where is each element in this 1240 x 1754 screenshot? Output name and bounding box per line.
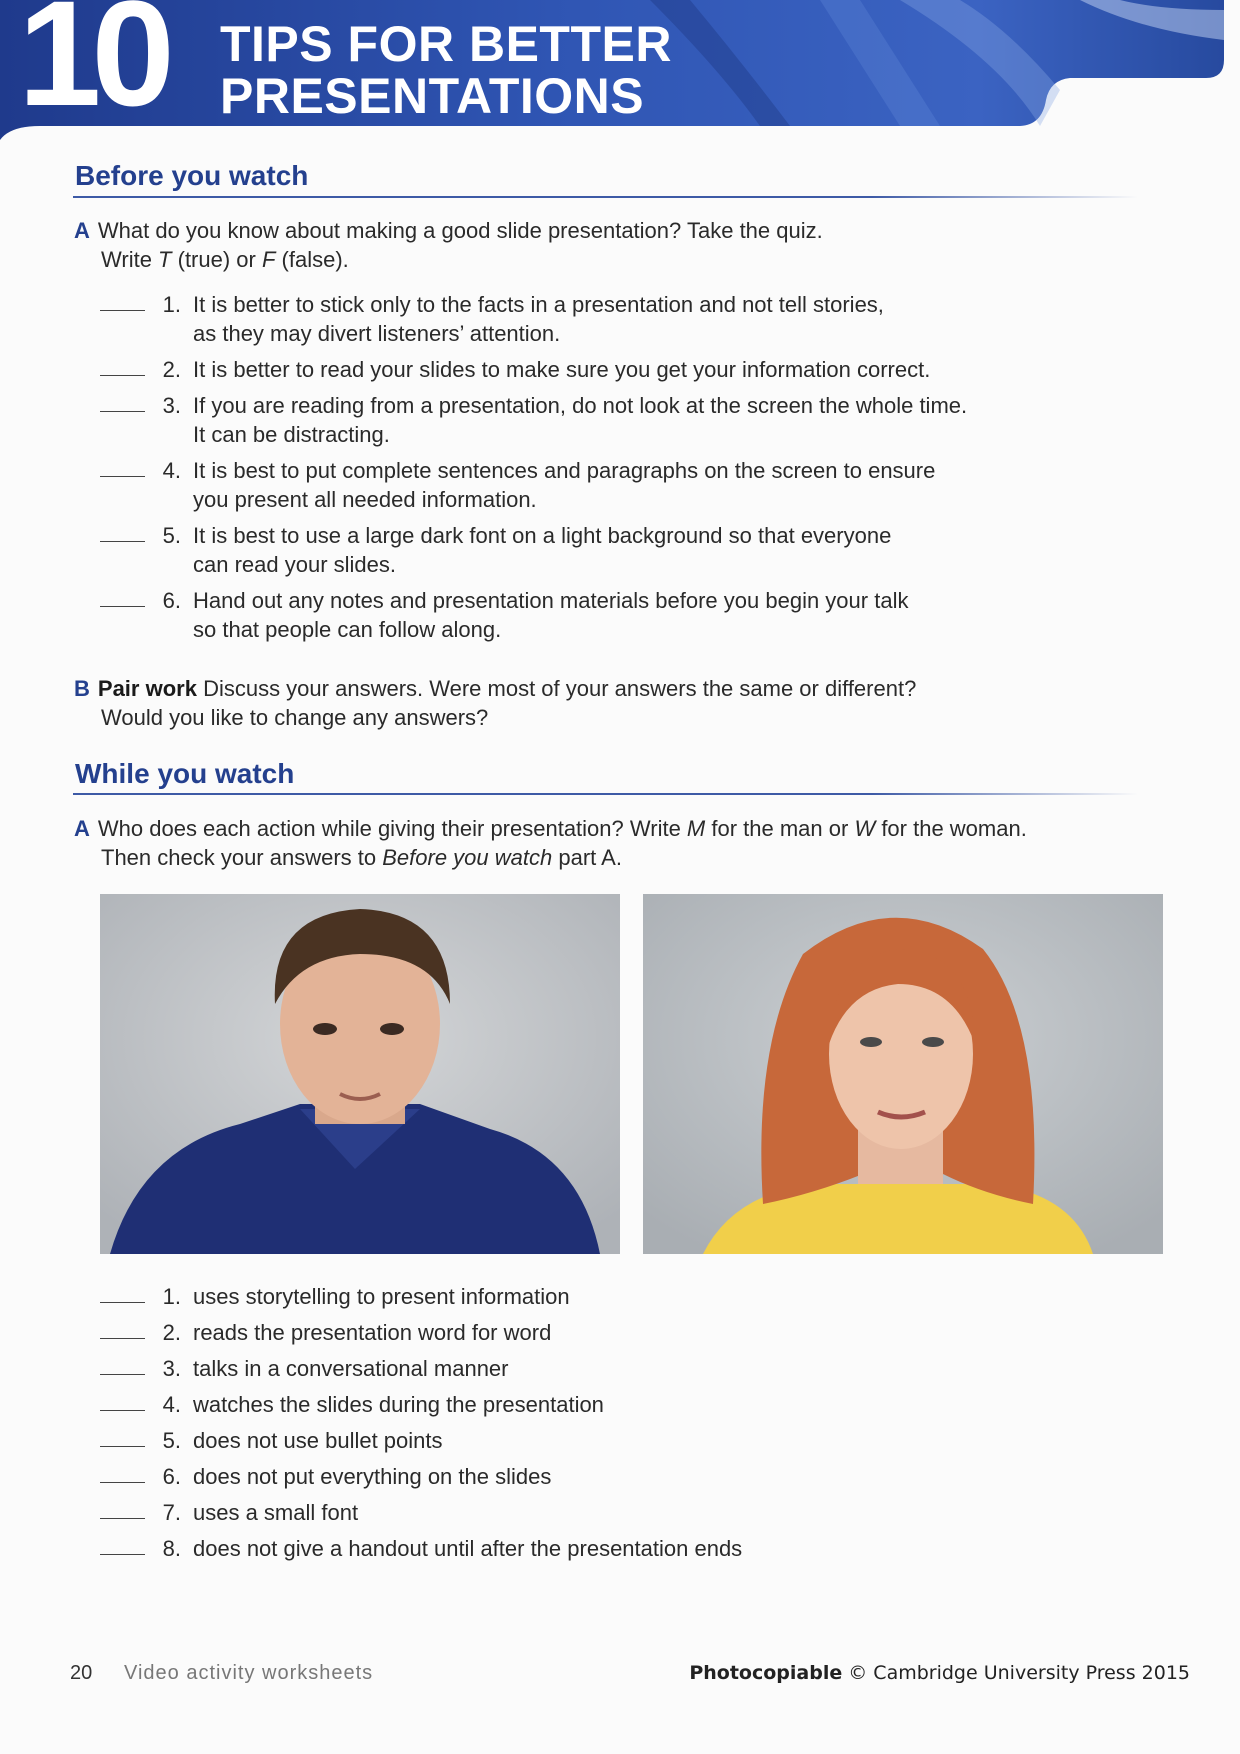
unit-title-line1: TIPS FOR BETTER bbox=[220, 16, 672, 72]
answer-blank[interactable] bbox=[100, 290, 145, 311]
watch-item: 6. does not put everything on the slides bbox=[100, 1462, 900, 1491]
watch-list bbox=[100, 1282, 900, 1570]
copyright-notice: Photocopiable © Cambridge University Press 2015 bbox=[689, 1662, 1190, 1684]
quiz-item: 6. Hand out any notes and presentation materials before you begin your talk so that people can follow along. bbox=[100, 586, 1050, 644]
answer-blank[interactable] bbox=[100, 1318, 145, 1339]
quiz-item: 4. It is best to put complete sentences and paragraphs on the screen to ensure you present all needed information. bbox=[100, 456, 1050, 514]
before-exercise-b: B Pair work Discuss your answers. Were most of your answers the same or different? Would you like to change any answers? bbox=[74, 676, 917, 730]
answer-blank[interactable] bbox=[100, 355, 145, 376]
header-banner bbox=[0, 0, 1230, 140]
unit-title-line2: PRESENTATIONS bbox=[220, 68, 645, 124]
answer-blank[interactable] bbox=[100, 1390, 145, 1411]
answer-blank[interactable] bbox=[100, 1282, 145, 1303]
before-exercise-a-instructions bbox=[74, 216, 1074, 274]
answer-blank[interactable] bbox=[100, 1462, 145, 1483]
section-divider bbox=[73, 793, 1138, 795]
book-title: Video activity worksheets bbox=[124, 1662, 374, 1684]
watch-item: 2. reads the presentation word for word bbox=[100, 1318, 900, 1347]
watch-item: 1. uses storytelling to present information bbox=[100, 1282, 900, 1311]
exercise-letter: B bbox=[74, 676, 90, 701]
answer-blank[interactable] bbox=[100, 521, 145, 542]
unit-number: 10 bbox=[18, 0, 165, 137]
watch-item: 7. uses a small font bbox=[100, 1498, 900, 1527]
quiz-item: 1. It is better to stick only to the facts in a presentation and not tell stories, as they may divert listeners’ attention. bbox=[100, 290, 1050, 348]
answer-blank[interactable] bbox=[100, 1426, 145, 1447]
exercise-letter: A bbox=[74, 218, 90, 243]
while-exercise-a-instructions: A Who does each action while giving their presentation? Write M for the man or W for the woman. Then check your answers to Before you watch part A. bbox=[74, 816, 1027, 870]
unit-title bbox=[220, 18, 672, 122]
answer-blank[interactable] bbox=[100, 1534, 145, 1555]
pair-work-label: Pair work bbox=[97, 676, 197, 701]
while-you-watch-heading: While you watch bbox=[75, 758, 295, 789]
instruction-line1: What do you know about making a good slide presentation? Take the quiz. bbox=[97, 218, 823, 243]
instruction-line2: Write T (true) or F (false). bbox=[101, 247, 349, 272]
exercise-letter: A bbox=[74, 816, 90, 841]
answer-blank[interactable] bbox=[100, 391, 145, 412]
photo-man bbox=[100, 894, 620, 1254]
quiz-list bbox=[100, 290, 1050, 651]
quiz-item: 2. It is better to read your slides to make sure you get your information correct. bbox=[100, 355, 1050, 384]
photo-woman bbox=[643, 894, 1163, 1254]
answer-blank[interactable] bbox=[100, 456, 145, 477]
before-you-watch-heading: Before you watch bbox=[75, 160, 309, 191]
section-divider bbox=[73, 196, 1138, 198]
watch-item: 8. does not give a handout until after the presentation ends bbox=[100, 1534, 900, 1563]
page-number: 20 bbox=[70, 1662, 93, 1684]
answer-blank[interactable] bbox=[100, 1498, 145, 1519]
quiz-item: 5. It is best to use a large dark font on a light background so that everyone can read your slides. bbox=[100, 521, 1050, 579]
watch-item: 5. does not use bullet points bbox=[100, 1426, 900, 1455]
answer-blank[interactable] bbox=[100, 586, 145, 607]
watch-item: 3. talks in a conversational manner bbox=[100, 1354, 900, 1383]
watch-item: 4. watches the slides during the presentation bbox=[100, 1390, 900, 1419]
quiz-item: 3. If you are reading from a presentation, do not look at the screen the whole time. It can be distracting. bbox=[100, 391, 1050, 449]
answer-blank[interactable] bbox=[100, 1354, 145, 1375]
